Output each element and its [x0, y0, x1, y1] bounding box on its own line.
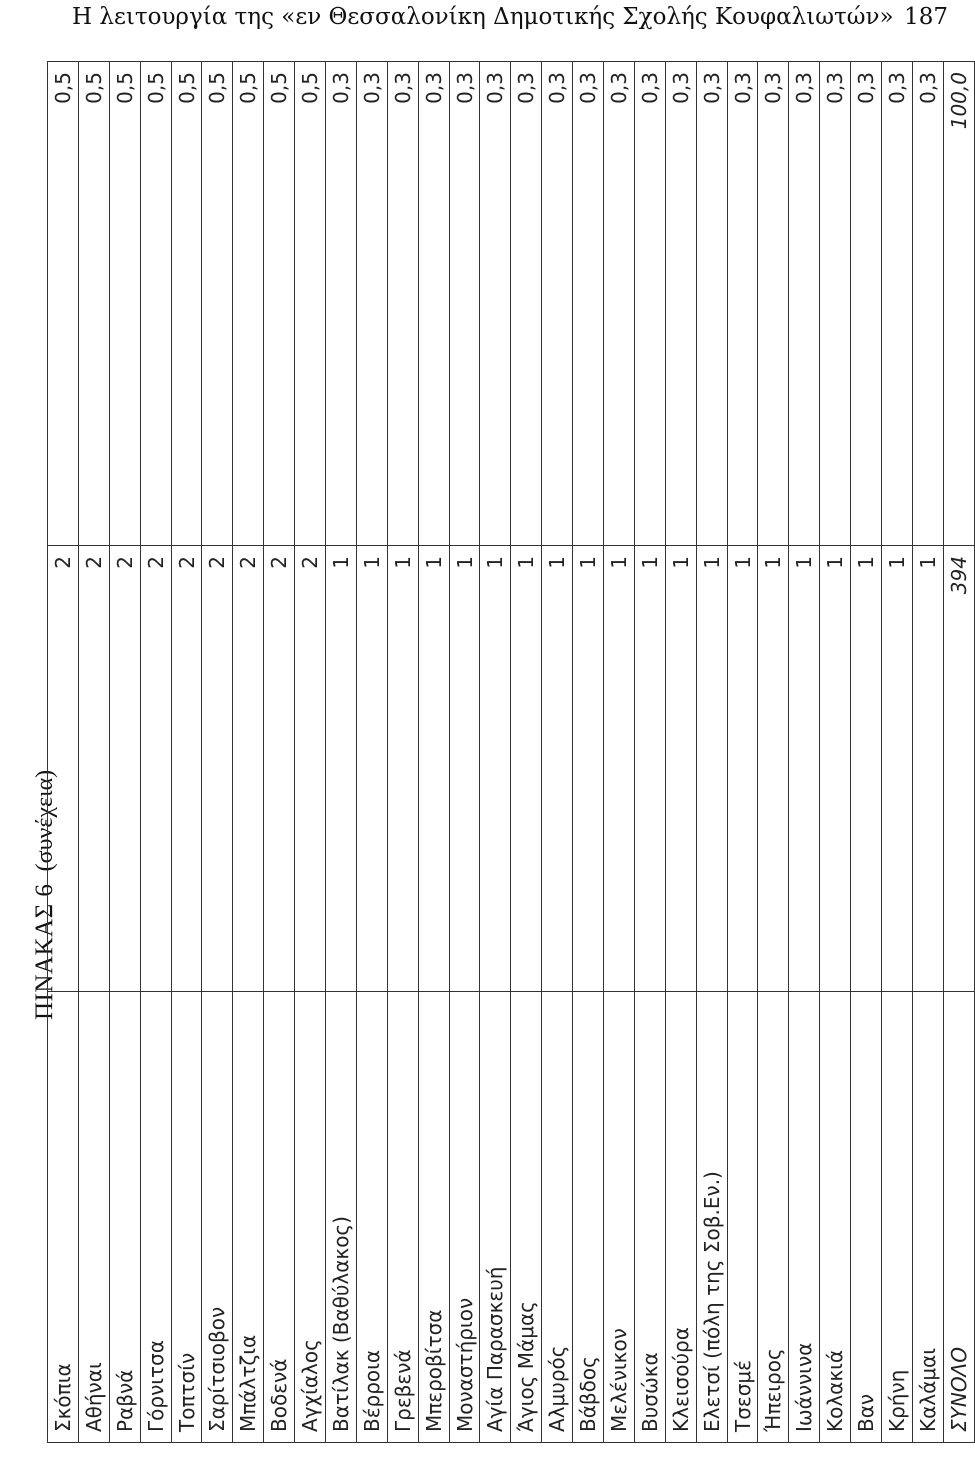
row-percent-cell: 0,3 — [851, 62, 882, 546]
row-count-cell: 1 — [573, 546, 604, 992]
row-count-cell: 1 — [634, 546, 665, 992]
row-count-cell: 2 — [140, 546, 171, 992]
table-row — [758, 62, 789, 1443]
row-name-cell: Αγχίαλος — [295, 992, 326, 1443]
row-count-cell: 1 — [696, 546, 727, 992]
table-row — [912, 62, 943, 1443]
row-percent-cell: 0,5 — [109, 62, 140, 546]
table-row — [48, 62, 79, 1443]
row-percent-cell: 0,3 — [912, 62, 943, 546]
table-row — [573, 62, 604, 1443]
row-count-cell: 1 — [882, 546, 913, 992]
row-percent-cell: 0,5 — [264, 62, 295, 546]
row-percent-cell: 0,5 — [233, 62, 264, 546]
row-name-cell: Βυσώκα — [634, 992, 665, 1443]
table-row — [604, 62, 635, 1443]
row-percent-cell: 0,3 — [604, 62, 635, 546]
running-title: Η λειτουργία της «εν Θεσσαλονίκη Δημοτικής Σχολής Κουφαλιωτών» — [72, 4, 894, 30]
row-percent-cell: 0,3 — [789, 62, 820, 546]
row-name-cell: Βατίλακ (Βαθύλακος) — [326, 992, 357, 1443]
table-row — [696, 62, 727, 1443]
row-percent-cell: 0,3 — [727, 62, 758, 546]
row-count-cell: 2 — [233, 546, 264, 992]
table-row — [356, 62, 387, 1443]
row-name-cell: Κολακιά — [820, 992, 851, 1443]
row-name-cell: Γόρνιτσα — [140, 992, 171, 1443]
row-name-cell: Ήπειρος — [758, 992, 789, 1443]
row-count-cell: 1 — [665, 546, 696, 992]
table-caption-title: ΠΙΝΑΚΑΣ 6 — [31, 883, 58, 1020]
row-name-cell: Άγιος Μάμας — [511, 992, 542, 1443]
row-name-cell: Μπάλτζια — [233, 992, 264, 1443]
table-row — [109, 62, 140, 1443]
table-row — [634, 62, 665, 1443]
row-percent-cell: 0,3 — [882, 62, 913, 546]
row-name-cell: Βοδενά — [264, 992, 295, 1443]
row-name-cell: Κρήνη — [882, 992, 913, 1443]
row-count-cell: 1 — [480, 546, 511, 992]
row-name-cell: Γρεβενά — [387, 992, 418, 1443]
row-percent-cell: 0,3 — [511, 62, 542, 546]
row-name-cell: Μπεροβίτσα — [418, 992, 449, 1443]
row-count-cell: 1 — [727, 546, 758, 992]
row-count-cell: 2 — [171, 546, 202, 992]
row-percent-cell: 0,3 — [326, 62, 357, 546]
row-percent-cell: 0,3 — [696, 62, 727, 546]
table-row — [789, 62, 820, 1443]
total-percent-cell: 100,0 — [943, 62, 974, 546]
table-row — [295, 62, 326, 1443]
row-name-cell: Βάβδος — [573, 992, 604, 1443]
rotated-table-frame — [47, 72, 971, 1443]
row-count-cell: 1 — [326, 546, 357, 992]
table-row — [326, 62, 357, 1443]
row-name-cell: Μελένικον — [604, 992, 635, 1443]
row-name-cell: Αγία Παρασκευή — [480, 992, 511, 1443]
row-percent-cell: 0,5 — [202, 62, 233, 546]
row-percent-cell: 0,3 — [542, 62, 573, 546]
row-count-cell: 1 — [851, 546, 882, 992]
table-row — [202, 62, 233, 1443]
row-name-cell: Αλμυρός — [542, 992, 573, 1443]
total-row — [943, 62, 974, 1443]
table-row — [727, 62, 758, 1443]
row-count-cell: 2 — [109, 546, 140, 992]
row-count-cell: 2 — [202, 546, 233, 992]
table-row — [449, 62, 480, 1443]
row-name-cell: Ραβνά — [109, 992, 140, 1443]
table-row — [387, 62, 418, 1443]
table-row — [665, 62, 696, 1443]
table-body — [48, 62, 975, 1443]
row-count-cell: 2 — [295, 546, 326, 992]
row-name-cell: Τσεσμέ — [727, 992, 758, 1443]
row-percent-cell: 0,3 — [480, 62, 511, 546]
row-percent-cell: 0,5 — [78, 62, 109, 546]
page-header — [0, 0, 960, 40]
row-name-cell: Τοπτσίν — [171, 992, 202, 1443]
row-count-cell: 1 — [604, 546, 635, 992]
row-percent-cell: 0,5 — [48, 62, 79, 546]
row-count-cell: 2 — [264, 546, 295, 992]
table-row — [480, 62, 511, 1443]
row-percent-cell: 0,5 — [295, 62, 326, 546]
table-row — [882, 62, 913, 1443]
table-row — [851, 62, 882, 1443]
page-number: 187 — [904, 4, 948, 30]
row-count-cell: 1 — [912, 546, 943, 992]
row-percent-cell: 0,3 — [449, 62, 480, 546]
row-name-cell: Σκόπια — [48, 992, 79, 1443]
table-row — [171, 62, 202, 1443]
data-table — [47, 61, 975, 1443]
total-count-cell: 394 — [943, 546, 974, 992]
row-count-cell: 1 — [511, 546, 542, 992]
table-row — [820, 62, 851, 1443]
row-name-cell: Μοναστήριον — [449, 992, 480, 1443]
table-row — [264, 62, 295, 1443]
table-row — [140, 62, 171, 1443]
row-percent-cell: 0,3 — [387, 62, 418, 546]
row-count-cell: 2 — [78, 546, 109, 992]
row-name-cell: Ιωάννινα — [789, 992, 820, 1443]
row-count-cell: 1 — [387, 546, 418, 992]
row-name-cell: Καλάμαι — [912, 992, 943, 1443]
row-percent-cell: 0,5 — [171, 62, 202, 546]
total-label-cell: ΣΥΝΟΛΟ — [943, 992, 974, 1443]
row-percent-cell: 0,3 — [758, 62, 789, 546]
row-percent-cell: 0,3 — [665, 62, 696, 546]
row-name-cell: Αθήναι — [78, 992, 109, 1443]
row-percent-cell: 0,3 — [356, 62, 387, 546]
row-count-cell: 2 — [48, 546, 79, 992]
row-count-cell: 1 — [789, 546, 820, 992]
row-count-cell: 1 — [449, 546, 480, 992]
row-percent-cell: 0,3 — [573, 62, 604, 546]
row-count-cell: 1 — [758, 546, 789, 992]
row-name-cell: Ελετσί (πόλη της Σοβ.Εν.) — [696, 992, 727, 1443]
table-caption-subtitle: (συνέχεια) — [32, 769, 58, 872]
table-row — [418, 62, 449, 1443]
table-row — [233, 62, 264, 1443]
row-count-cell: 1 — [356, 546, 387, 992]
row-name-cell: Βαν — [851, 992, 882, 1443]
row-percent-cell: 0,3 — [634, 62, 665, 546]
row-count-cell: 1 — [418, 546, 449, 992]
table-row — [542, 62, 573, 1443]
table-row — [511, 62, 542, 1443]
row-percent-cell: 0,3 — [418, 62, 449, 546]
row-name-cell: Σαρίτσιοβον — [202, 992, 233, 1443]
table-row — [78, 62, 109, 1443]
row-count-cell: 1 — [542, 546, 573, 992]
row-name-cell: Κλεισούρα — [665, 992, 696, 1443]
row-percent-cell: 0,3 — [820, 62, 851, 546]
row-name-cell: Βέρροια — [356, 992, 387, 1443]
row-count-cell: 1 — [820, 546, 851, 992]
row-percent-cell: 0,5 — [140, 62, 171, 546]
